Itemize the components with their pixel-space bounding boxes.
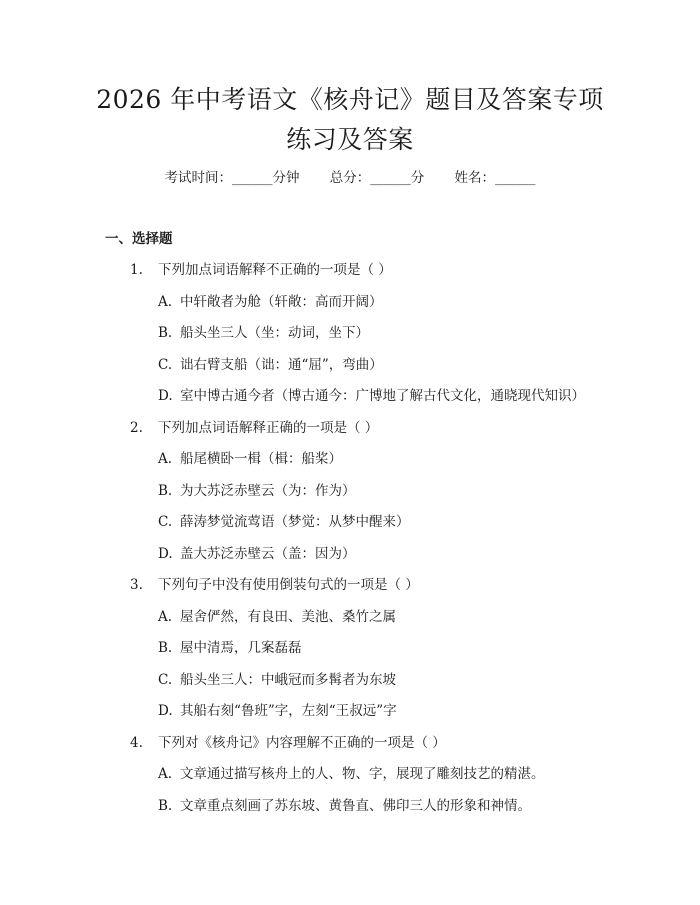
option-letter: B. xyxy=(158,797,173,814)
document-title xyxy=(0,80,700,160)
question-text: 下列对《核舟记》内容理解不正确的一项是（ ） xyxy=(158,734,446,751)
option-a xyxy=(130,764,650,796)
title-line-2: 练习及答案 xyxy=(286,125,414,154)
option-letter: A. xyxy=(158,608,173,625)
question-stem xyxy=(130,575,650,607)
option-letter: C. xyxy=(158,671,173,688)
option-text: 屋中清焉，几案磊磊 xyxy=(180,640,302,656)
option-text: 文章重点刻画了苏东坡、黄鲁直、佛印三人的形象和神情。 xyxy=(180,797,531,814)
question-text: 下列加点词语解释正确的一项是（ ） xyxy=(158,419,379,436)
question-stem xyxy=(130,260,650,292)
question-stem xyxy=(130,733,650,765)
question-4 xyxy=(130,733,650,828)
question-number: 4. xyxy=(130,734,143,751)
option-text: 船尾横卧一楫（楫：船桨） xyxy=(180,451,342,467)
question-number: 3. xyxy=(130,577,143,593)
option-d xyxy=(130,544,650,576)
question-number: 2. xyxy=(130,419,143,436)
question-stem xyxy=(130,418,650,450)
option-d xyxy=(130,701,650,733)
option-text: 船头坐三人：中峨冠而多髯者为东坡 xyxy=(180,671,396,688)
option-letter: A. xyxy=(158,766,173,782)
option-letter: C. xyxy=(158,514,173,530)
option-d xyxy=(130,386,650,418)
option-c xyxy=(130,670,650,702)
option-text: 其船右刻“鲁班”字，左刻“王叔远”字 xyxy=(180,703,397,719)
option-letter: A. xyxy=(158,451,173,467)
question-text: 下列句子中没有使用倒装句式的一项是（ ） xyxy=(158,577,419,593)
option-b xyxy=(130,638,650,670)
option-text: 文章通过描写核舟上的人、物、字，展现了雕刻技艺的精湛。 xyxy=(180,766,545,782)
question-text: 下列加点词语解释不正确的一项是（ ） xyxy=(158,262,392,278)
option-text: 屋舍俨然，有良田、美池、桑竹之属 xyxy=(180,608,396,625)
name-field: 姓名：______ xyxy=(454,170,536,186)
option-letter: B. xyxy=(158,325,173,341)
option-text: 薛涛梦觉流莺语（梦觉：从梦中醒来） xyxy=(180,514,410,530)
question-1 xyxy=(130,260,650,418)
option-a xyxy=(130,292,650,324)
question-number: 1. xyxy=(130,262,143,278)
option-text: 为大苏泛赤壁云（为：作为） xyxy=(180,482,356,499)
option-text: 诎右臂支船（诎：通“屈”，弯曲） xyxy=(180,356,383,373)
section-heading: 一、选择题 xyxy=(105,231,173,247)
option-a xyxy=(130,607,650,639)
option-a xyxy=(130,449,650,481)
total-score-field: 总分：______分 xyxy=(329,170,425,186)
option-b xyxy=(130,796,650,828)
option-text: 船头坐三人（坐：动词，坐下） xyxy=(180,325,369,341)
option-letter: D. xyxy=(158,388,173,404)
question-2 xyxy=(130,418,650,576)
question-list xyxy=(130,260,650,827)
title-line-1: 2026 年中考语文《核舟记》题目及答案专项 xyxy=(96,85,604,114)
option-text: 盖大苏泛赤壁云（盖：因为） xyxy=(180,545,356,562)
option-c xyxy=(130,512,650,544)
option-letter: D. xyxy=(158,703,173,719)
option-letter: B. xyxy=(158,640,173,656)
option-b xyxy=(130,481,650,513)
option-b xyxy=(130,323,650,355)
exam-time-field: 考试时间：______分钟 xyxy=(164,170,300,186)
exam-info-line xyxy=(0,168,700,188)
option-text: 中轩敞者为舱（轩敞：高而开阔） xyxy=(180,293,383,310)
option-letter: B. xyxy=(158,482,173,499)
option-letter: A. xyxy=(158,293,173,310)
option-text: 室中博古通今者（博古通今：广博地了解古代文化，通晓现代知识） xyxy=(180,388,585,404)
option-letter: C. xyxy=(158,356,173,373)
option-letter: D. xyxy=(158,545,173,562)
option-c xyxy=(130,355,650,387)
question-3 xyxy=(130,575,650,733)
